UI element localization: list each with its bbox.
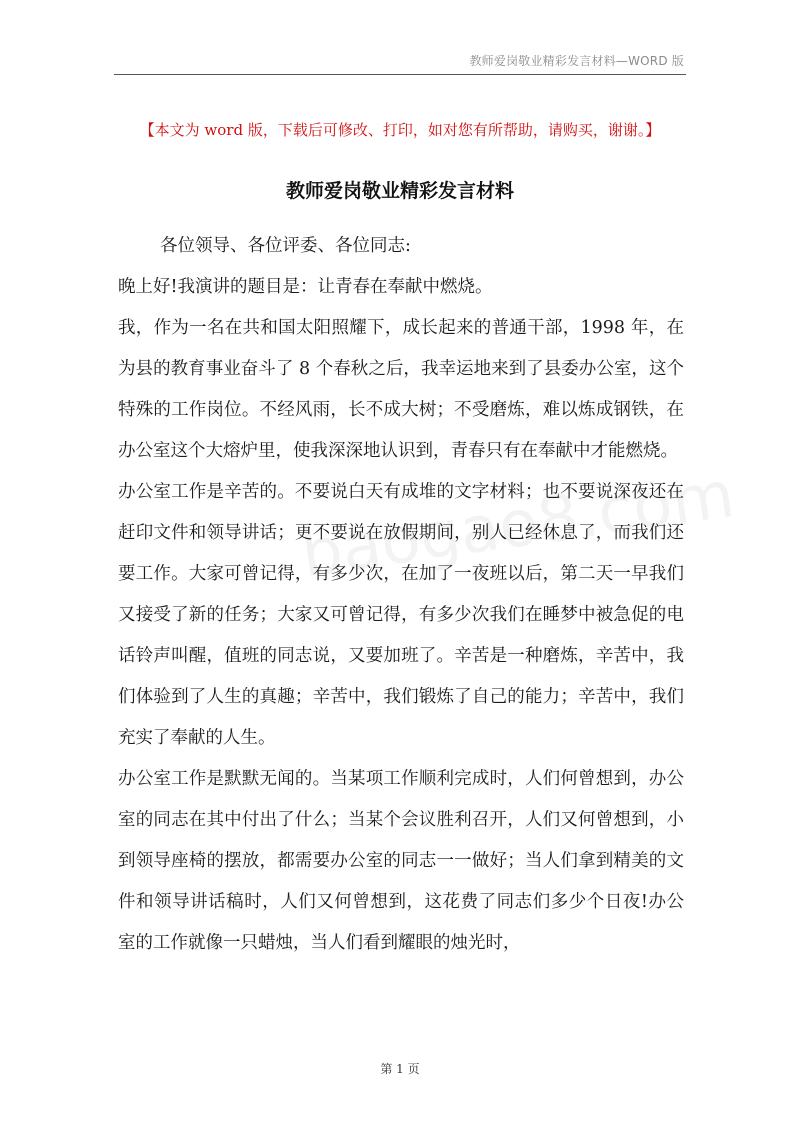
page-number: 第 1 页 (380, 1062, 420, 1076)
salutation: 各位领导、各位评委、各位同志: (160, 236, 411, 256)
paragraph: 我，作为一名在共和国太阳照耀下，成长起来的普通干部，1998 年，在为县的教育事业奋斗了 8 个春秋之后，我幸运地来到了县委办公室，这个特殊的工作岗位。不经风雨，长不成大树；不受磨炼，难以炼成钢铁，在办公室这个大熔炉里，使我深深地认识到，青春只有在奉献中才能燃烧。 (118, 318, 684, 461)
paragraph: 办公室工作是默默无闻的。当某项工作顺利完成时，人们何曾想到，办公室的同志在其中付出了什么；当某个会议胜利召开，人们又何曾想到，小到领导座椅的摆放，都需要办公室的同志一一做好；当人们拿到精美的文件和领导讲话稿时，人们又何曾想到，这花费了同志们多少个日夜!办公室的工作就像一只蜡烛，当人们看到耀眼的烛光时， (118, 769, 684, 953)
header-divider (114, 74, 686, 75)
document-title: 教师爱岗敬业精彩发言材料 (285, 180, 514, 202)
download-notice: 【本文为 word 版，下载后可修改、打印，如对您有所帮助，请购买，谢谢。】 (139, 121, 661, 139)
document-body (118, 226, 684, 964)
page-header-title: 教师爱岗敬业精彩发言材料—WORD 版 (469, 54, 684, 68)
paragraph: 晚上好!我演讲的题目是：让青春在奉献中燃烧。 (118, 277, 493, 297)
paragraph: 办公室工作是辛苦的。不要说白天有成堆的文字材料；也不要说深夜还在赶印文件和领导讲话；更不要说在放假期间，别人已经休息了，而我们还要工作。大家可曾记得，有多少次，在加了一夜班以后，第二天一早我们又接受了新的任务；大家又可曾记得，有多少次我们在睡梦中被急促的电话铃声叫醒，值班的同志说，又要加班了。辛苦是一种磨炼，辛苦中，我们体验到了人生的真趣；辛苦中，我们锻炼了自己的能力；辛苦中，我们充实了奉献的人生。 (118, 482, 684, 748)
